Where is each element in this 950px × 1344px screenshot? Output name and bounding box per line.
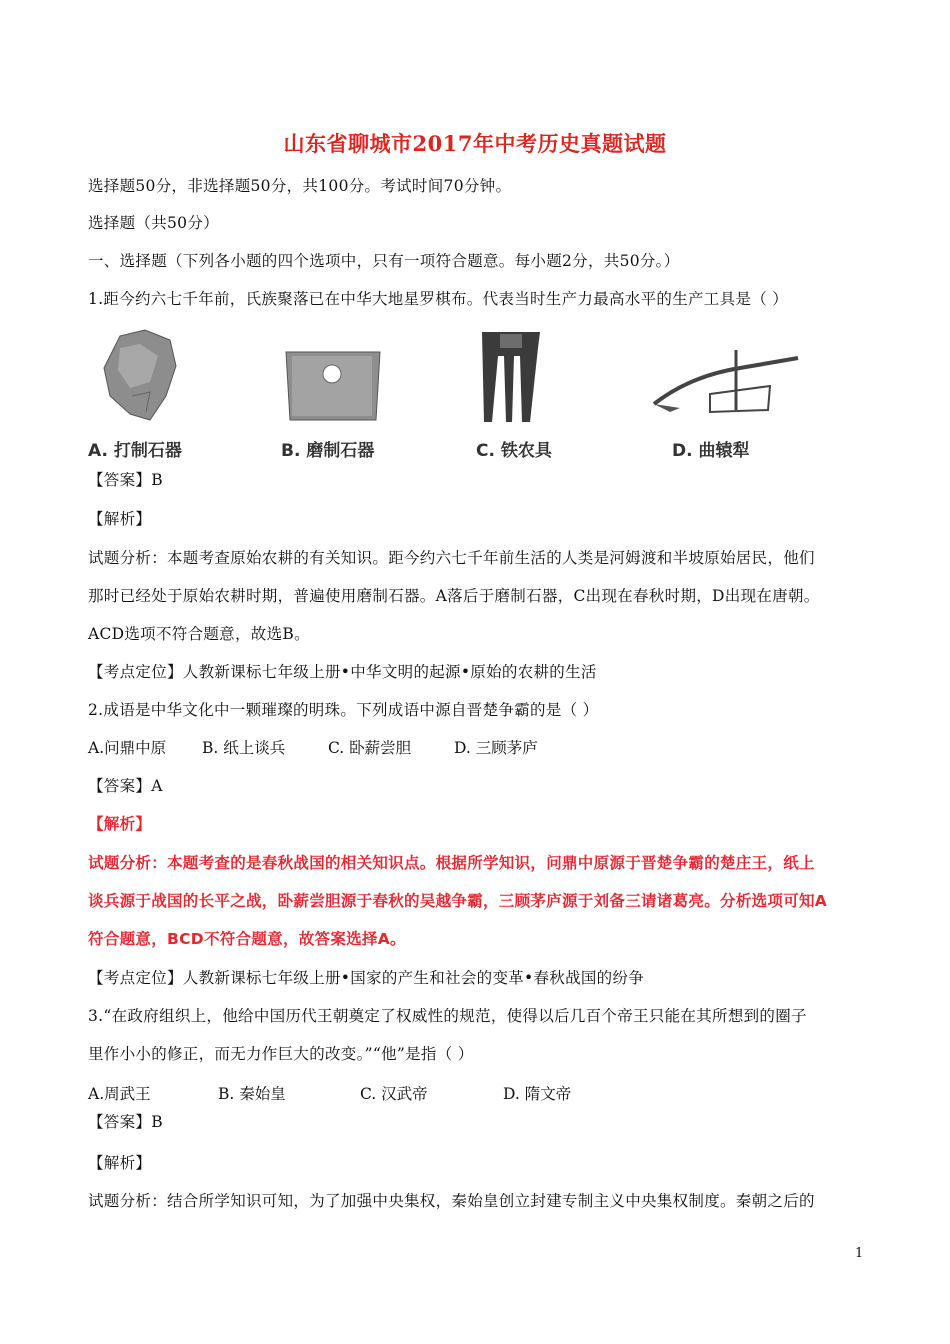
q1-analysis-line: 那时已经处于原始农耕时期，普遍使用磨制石器。A落后于磨制石器，C出现在春秋时期，D出现在唐朝。	[88, 587, 820, 605]
page-title: 山东省聊城市2017年中考历史真题试题	[283, 131, 667, 156]
q3-option-a: A.周武王	[88, 1085, 151, 1103]
q1-key-point: 【考点定位】人教新课标七年级上册•中华文明的起源•原始的农耕的生活	[88, 663, 597, 681]
q1-caption-d: D. 曲辕犁	[672, 441, 750, 461]
chipped-stone-tool-image	[100, 326, 180, 424]
section-instructions: 一、选择题（下列各小题的四个选项中，只有一项符合题意。每小题2分，共50分。）	[88, 252, 680, 270]
q3-answer: 【答案】B	[88, 1113, 163, 1131]
q2-analysis-label: 【解析】	[88, 815, 152, 833]
q2-option-c: C. 卧薪尝胆	[328, 739, 412, 757]
q2-option-a: A.问鼎中原	[88, 739, 167, 757]
q3-analysis-line: 试题分析：结合所学知识可知，为了加强中央集权，秦始皇创立封建专制主义中央集权制度。秦朝之后的	[88, 1192, 815, 1210]
q1-analysis-line: 试题分析：本题考查原始农耕的有关知识。距今约六七千年前生活的人类是河姆渡和半坡原始居民，他们	[88, 549, 815, 567]
q2-option-d: D. 三顾茅庐	[454, 739, 538, 757]
q1-analysis-line: ACD选项不符合题意，故选B。	[88, 625, 310, 643]
q3-option-b: B. 秦始皇	[218, 1085, 286, 1103]
q3-stem-line: 里作小小的修正，而无力作巨大的改变。”“他”是指（ ）	[88, 1045, 474, 1063]
q3-option-d: D. 隋文帝	[503, 1085, 572, 1103]
q2-stem: 2.成语是中华文化中一颗璀璨的明珠。下列成语中源自晋楚争霸的是（ ）	[88, 701, 599, 719]
curved-plow-image	[650, 346, 800, 424]
page-number: 1	[855, 1246, 864, 1261]
q3-option-c: C. 汉武帝	[360, 1085, 428, 1103]
q2-answer: 【答案】A	[88, 777, 163, 795]
q2-analysis-line: 谈兵源于战国的长平之战，卧薪尝胆源于春秋的吴越争霸，三顾茅庐源于刘备三请诸葛亮。分析选项可知A	[88, 892, 828, 910]
q1-stem: 1.距今约六七千年前，氏族聚落已在中华大地星罗棋布。代表当时生产力最高水平的生产工具是（ ）	[88, 290, 789, 308]
q2-key-point: 【考点定位】人教新课标七年级上册•国家的产生和社会的变革•春秋战国的纷争	[88, 969, 645, 987]
q2-option-b: B. 纸上谈兵	[202, 739, 286, 757]
q2-analysis-line: 试题分析：本题考查的是春秋战国的相关知识点。根据所学知识，问鼎中原源于晋楚争霸的楚庄王，纸上	[88, 854, 815, 872]
q1-caption-a: A. 打制石器	[88, 441, 182, 461]
q1-answer: 【答案】B	[88, 471, 163, 489]
q1-analysis-label: 【解析】	[88, 510, 152, 528]
section-label: 选择题（共50分）	[88, 214, 219, 232]
q3-stem-line: 3.“在政府组织上，他给中国历代王朝奠定了权威性的规范，使得以后几百个帝王只能在其所想到的圈子	[88, 1007, 807, 1025]
q1-caption-b: B. 磨制石器	[281, 441, 375, 461]
q2-analysis-line: 符合题意，BCD不符合题意，故答案选择A。	[88, 930, 406, 948]
polished-stone-tool-image	[278, 346, 388, 424]
q3-analysis-label: 【解析】	[88, 1154, 152, 1172]
exam-intro: 选择题50分，非选择题50分，共100分。考试时间70分钟。	[88, 177, 512, 195]
q1-caption-c: C. 铁农具	[476, 441, 552, 461]
iron-farm-tool-image	[476, 326, 546, 426]
